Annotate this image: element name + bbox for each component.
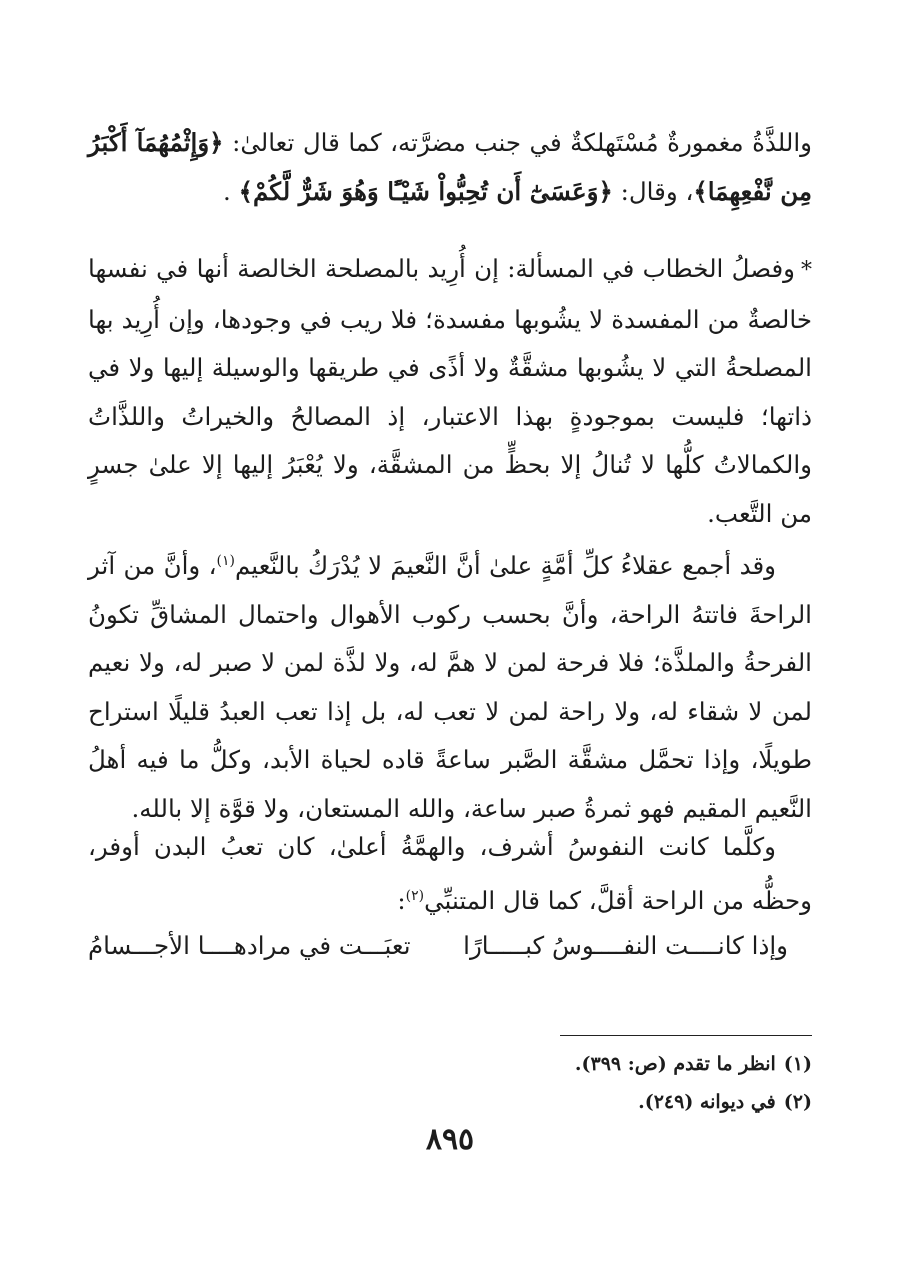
quran-verse-2: ﴿وَعَسَىٰٓ أَن تُحِبُّواْ شَيْـًٔا وَهُوَ شَرٌّ لَّكُمْ﴾ — [238, 176, 613, 206]
paragraph-4-text-a: وكلَّما كانت النفوسُ أشرف، والهمَّةُ أعلىٰ، كان تعبُ البدن أوفر، وحظُّه من الراحة أقلَّ، كما قال المتنبِّي — [88, 832, 812, 915]
paragraph-1-text-b: ، وقال: — [612, 176, 694, 206]
page-number: ٨٩٥ — [425, 1122, 475, 1157]
asterisk-mark-icon: * — [801, 258, 812, 283]
footnote-ref-1: (١) — [216, 553, 235, 569]
paragraph-3-text-b: ، وأنَّ من آثر الراحةَ فاتتهُ الراحة، وأنَّ بحسب ركوب الأهوال واحتمال المشاقِّ تكونُ الفرحةُ والملذَّة؛ فلا فرحة لمن لا همَّ له، ولا لذَّة لمن لا صبر له، ولا نعيم لمن لا شقاء له، ولا راحة لمن لا تعب له، بل إذا تعب العبدُ قليلًا استراح طويلًا، وإذا تحمَّل مشقَّة الصَّبر ساعةً قاده لحياة الأبد، وكلُّ ما فيه أهلُ النَّعيم المقيم فهو ثمرةُ صبر ساعة، والله المستعان، ولا قوَّة إلا بالله. — [88, 551, 812, 823]
poem-hemistich-2: تعبَـــت في مرادهــــا الأجـــسامُ — [88, 931, 411, 960]
paragraph-3-text-a: وقد أجمع عقلاءُ كلِّ أمَّةٍ علىٰ أنَّ النَّعيمَ لا يُدْرَكُ بالنَّعيم — [235, 551, 777, 581]
paragraph-2 — [88, 245, 812, 538]
paragraph-1 — [88, 119, 812, 216]
footnote-2-number: (٢) — [783, 1091, 812, 1113]
quran-verse-1: ﴿وَإِثْمُهُمَآ أَكْبَرُ مِن نَّفْعِهِمَا﴾ — [88, 128, 812, 206]
footnote-2 — [212, 1083, 812, 1121]
footnote-ref-2: (٢) — [405, 887, 425, 904]
paragraph-4-text-b: : — [397, 885, 406, 915]
paragraph-1-text-a: واللذَّةُ مغمورةٌ مُسْتَهلكةٌ في جنب مضرَّته، كما قال تعالىٰ: — [223, 128, 812, 157]
paragraph-1-text-c: . — [223, 176, 239, 206]
footnote-2-text: في ديوانه (٢٤٩). — [638, 1091, 776, 1113]
poem-hemistich-1: وإذا كانــــت النفــــوسُ كبـــــارًا — [463, 931, 788, 960]
footnote-1 — [212, 1045, 812, 1083]
footnote-divider — [560, 1035, 812, 1036]
paragraph-3 — [88, 537, 812, 833]
paragraph-4 — [88, 823, 812, 925]
footnote-1-text: انظر ما تقدم (ص: ٣٩٩). — [574, 1053, 776, 1075]
poem-verse — [88, 926, 788, 966]
footnote-1-number: (١) — [783, 1053, 812, 1075]
footnotes — [212, 1045, 812, 1121]
paragraph-2-text: وفصلُ الخطاب في المسألة: إن أُرِيد بالمصلحة الخالصة أنها في نفسها خالصةٌ من المفسدة لا يشُوبها مفسدة؛ فلا ريب في وجودها، وإن أُرِيد بها المصلحةُ التي لا يشُوبها مشقَّةٌ ولا أذًى في طريقها والوسيلة إليها ولا في ذاتها؛ فليست بموجودةٍ بهذا الاعتبار، إذ المصالحُ والخيراتُ واللذَّاتُ والكمالاتُ كلُّها لا تُنالُ إلا بحظٍّ من المشقَّة، ولا يُعْبَرُ إليها إلا علىٰ جسرٍ من التَّعب. — [88, 254, 812, 528]
